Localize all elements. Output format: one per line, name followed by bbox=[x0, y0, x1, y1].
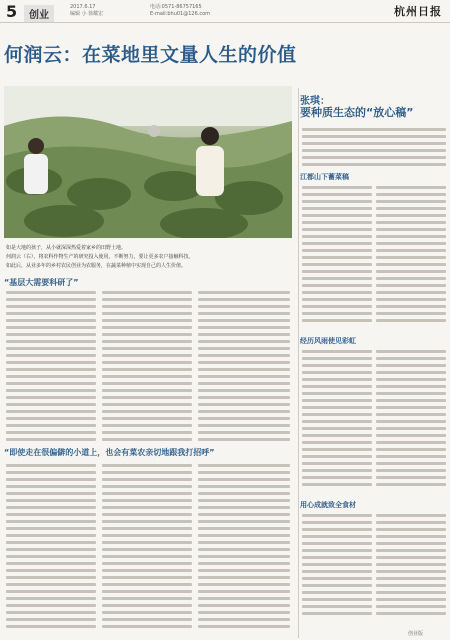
sidebar-column-4 bbox=[376, 346, 446, 496]
page-header bbox=[0, 0, 450, 23]
sidebar-intro bbox=[302, 124, 446, 168]
header-phone: 电话:0571-86757165 bbox=[150, 4, 202, 10]
section-label: 创业 bbox=[24, 5, 54, 22]
photo-caption bbox=[6, 244, 290, 271]
sidebar-column-2 bbox=[376, 182, 446, 332]
caption-line-2: 何润云（右），将农科作物生产的研究投入使用，不断努力，要让更多农户接触科技。 bbox=[6, 254, 194, 260]
header-email: E-mail:bhu01@126.com bbox=[150, 11, 211, 17]
body-column-6 bbox=[198, 460, 290, 630]
photo-illustration bbox=[4, 86, 292, 238]
header-contact bbox=[150, 4, 210, 18]
masthead-logo: 杭州日报 bbox=[394, 5, 442, 18]
body-column-2 bbox=[102, 287, 192, 443]
article-title: 何润云：在菜地里文量人生的价值 bbox=[4, 44, 297, 66]
sidebar-head-2: 经历风雨使见彩虹 bbox=[300, 337, 356, 345]
sidebar-column-3 bbox=[302, 346, 372, 496]
body-column-4 bbox=[6, 460, 96, 630]
body-column-1 bbox=[6, 287, 96, 443]
sidebar-column-5 bbox=[302, 510, 372, 628]
body-column-3 bbox=[198, 287, 290, 443]
sidebar-divider bbox=[298, 88, 299, 638]
body-column-5 bbox=[102, 460, 192, 630]
sidebar-column-6 bbox=[376, 510, 446, 628]
caption-line-1: 如是大地的孩子，从小就深深热爱着家乡的田野土地。 bbox=[6, 245, 127, 251]
article-subhead-1: “基层大需要科研了” bbox=[4, 278, 79, 287]
sidebar-head-3: 用心成就致全食材 bbox=[300, 501, 356, 509]
header-editor: 编辑 小 徐耀宏 bbox=[70, 11, 104, 17]
page-tag: 创业版 bbox=[408, 631, 424, 637]
article-subhead-2: “即使走在很偏僻的小道上，也会有菜农亲切地跟我打招呼” bbox=[4, 448, 215, 457]
caption-line-3: 如此后，从业多年的乡村农民创业为农服务，在蔬菜种植中实现自己的人生价值。 bbox=[6, 263, 187, 269]
page-number: 5 bbox=[6, 2, 18, 21]
sidebar-title: 要种质生态的“放心稿” bbox=[300, 106, 414, 119]
header-meta bbox=[70, 4, 103, 18]
header-date: 2017.6.17 bbox=[70, 4, 96, 10]
sidebar-head-1: 江都山下蓄菜稿 bbox=[300, 173, 349, 181]
sidebar-column-1 bbox=[302, 182, 372, 332]
sidebar-name: 张琪： bbox=[300, 96, 330, 107]
article-photo bbox=[4, 86, 292, 238]
